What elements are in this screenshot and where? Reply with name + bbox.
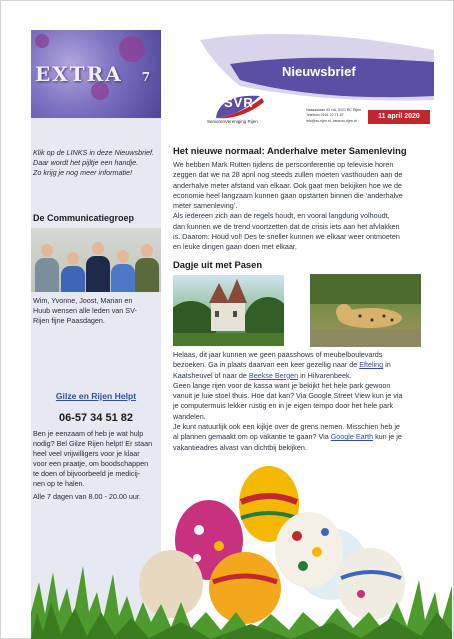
help-line: te doen of bijvoorbeeld je medicij-: [33, 469, 141, 478]
paragraph-line: Geen lange rijen voor de kassa want je bekijkt het hele park gewoon: [173, 380, 391, 390]
help-line: heel veel vrijwilligers voor je klaar: [33, 449, 140, 458]
paragraph-line: Je kunt natuurlijk ook een kijkje over de grens nemen. Misschien heb je: [173, 422, 400, 432]
easter-eggs-image: [31, 462, 452, 639]
svr-logo-subtitle: SeniorenVereniging Rijen: [207, 119, 258, 124]
paragraph-line: je computermuis lekker rustig en in je eigen tempo door het hele park: [173, 401, 394, 411]
intro-text: [33, 148, 154, 178]
extra-banner-image: [31, 30, 161, 118]
help-line: voor een praatje, om boodschappen: [33, 459, 149, 468]
paragraph-line: en leuke dingen gaan doen met elkaar.: [173, 242, 297, 252]
paragraph-line: vakantieadres alvast van dichtbij bekijken.: [173, 442, 307, 452]
newsletter-title: Nieuwsbrief: [282, 64, 356, 79]
banner-number: 7: [141, 70, 153, 84]
help-line: nodig? Bel Gilze Rijen helpt! Er staan: [33, 439, 153, 448]
text-span: in: [383, 360, 391, 370]
group-title: De Communicatiegroep: [33, 213, 135, 223]
group-caption: [33, 296, 137, 326]
google-earth-link[interactable]: Google Earth: [330, 432, 374, 442]
efteling-link[interactable]: Efteling: [359, 360, 384, 370]
caption-line: Huub wensen alle leden van SV-: [33, 306, 137, 315]
address-line: Telefoon 0161 22 71 87: [306, 113, 344, 118]
egg-beige: [139, 550, 203, 618]
cheetah-photo: [310, 274, 421, 347]
text-span: al plannen gemaakt om op vakantie te gaan? Via: [173, 432, 331, 442]
paragraph-line: [173, 432, 435, 442]
paragraph-line: [173, 371, 435, 381]
svr-logo-text: SVR: [224, 95, 254, 110]
help-line: nen op te halen.: [33, 479, 85, 488]
egg-white-dotted: [275, 512, 343, 588]
article-title: Het nieuwe normaal: Anderhalve meter Samenleving: [173, 145, 407, 156]
banner-text: [35, 62, 152, 86]
paragraph-line: meter samenleving’.: [173, 201, 238, 211]
person-figure: [35, 244, 59, 292]
outing-title: Dagje uit met Pasen: [173, 259, 263, 270]
paragraph-line: vanuit je luie stoel thuis. Hoe dat kan? Via Google Street View kun je via: [173, 391, 403, 401]
outing-text: [173, 350, 435, 453]
text-span: kun je je: [373, 432, 402, 442]
paragraph-line: Als iedereen zich aan de regels houdt, en vooral langdurig volhoudt,: [173, 211, 390, 221]
egg-orange: [209, 552, 281, 624]
paragraph-line: anderhalve meter afstand van elkaar. Ook gaat men bekijken hoe we de: [173, 180, 402, 190]
virus-icon: [119, 36, 145, 62]
text-span: Kaatsheuvel of naar de: [173, 370, 249, 380]
castle-photo: [173, 275, 284, 346]
intro-line: Zo krijg je nog meer informatie!: [33, 168, 133, 177]
paragraph-line: is. Daarom: Houd vol! Des te sneller kunnen we elkaar weer ontmoeten: [173, 232, 400, 242]
banner-word: EXTRA: [35, 62, 123, 86]
intro-line: Klik op de LINKS in deze Nieuwsbrief.: [33, 148, 155, 157]
person-figure: [111, 250, 135, 292]
address-line: Nassaulaan 43 HA, 5121 BC Rijen: [306, 108, 362, 112]
text-span: bezoeken. Ga in plaats daarvan een keer gezellig naar de: [173, 360, 360, 370]
paragraph-line: [173, 360, 435, 370]
virus-icon: [35, 34, 49, 48]
paragraph-line: We hebben Mark Rutten tijdens de persconferentie op televisie horen: [173, 160, 394, 169]
address-line: info@sv-rijen.nl, www.sv-rijen.nl: [306, 118, 357, 123]
help-line: Ben je eenzaam of heb je wat hulp: [33, 429, 144, 438]
intro-line: Daar wordt het pijltje een handje.: [33, 158, 139, 167]
paragraph-line: zeggen dat we na 28 april nog steeds zullen moeten vasthouden aan de: [173, 170, 403, 180]
address-block: [306, 108, 361, 124]
help-title-link[interactable]: Gilze en Rijen Helpt: [55, 391, 137, 401]
person-figure: [135, 244, 159, 292]
text-span: in Hilvarenbeek.: [298, 370, 352, 380]
paragraph-line: economie heel langzaam kunnen gaan opstarten binnen die ‘anderhalve: [173, 190, 403, 200]
help-phone-number: 06-57 34 51 82: [58, 412, 133, 424]
caption-line: Rijen fijne Paasdagen.: [33, 316, 105, 325]
date-badge: 11 april 2020: [368, 110, 430, 124]
beekse-bergen-link[interactable]: Beekse Bergen: [248, 370, 299, 380]
help-hours: Alle 7 dagen van 8.00 - 20.00 uur.: [33, 492, 141, 501]
paragraph-line: dan kunnen we de trend voortzetten dat de crisis iets aan het afvlakken: [173, 221, 400, 231]
caption-line: Wim, Yvonne, Joost, Marian en: [33, 296, 133, 305]
person-figure: [61, 252, 85, 292]
paragraph-line: Helaas, dit jaar kunnen we geen paasshows of meubelboulevards: [173, 350, 383, 359]
person-figure: [86, 242, 110, 292]
group-photo: [31, 228, 161, 292]
article-paragraph-1: [173, 160, 435, 253]
paragraph-line: wandelen.: [173, 411, 206, 421]
